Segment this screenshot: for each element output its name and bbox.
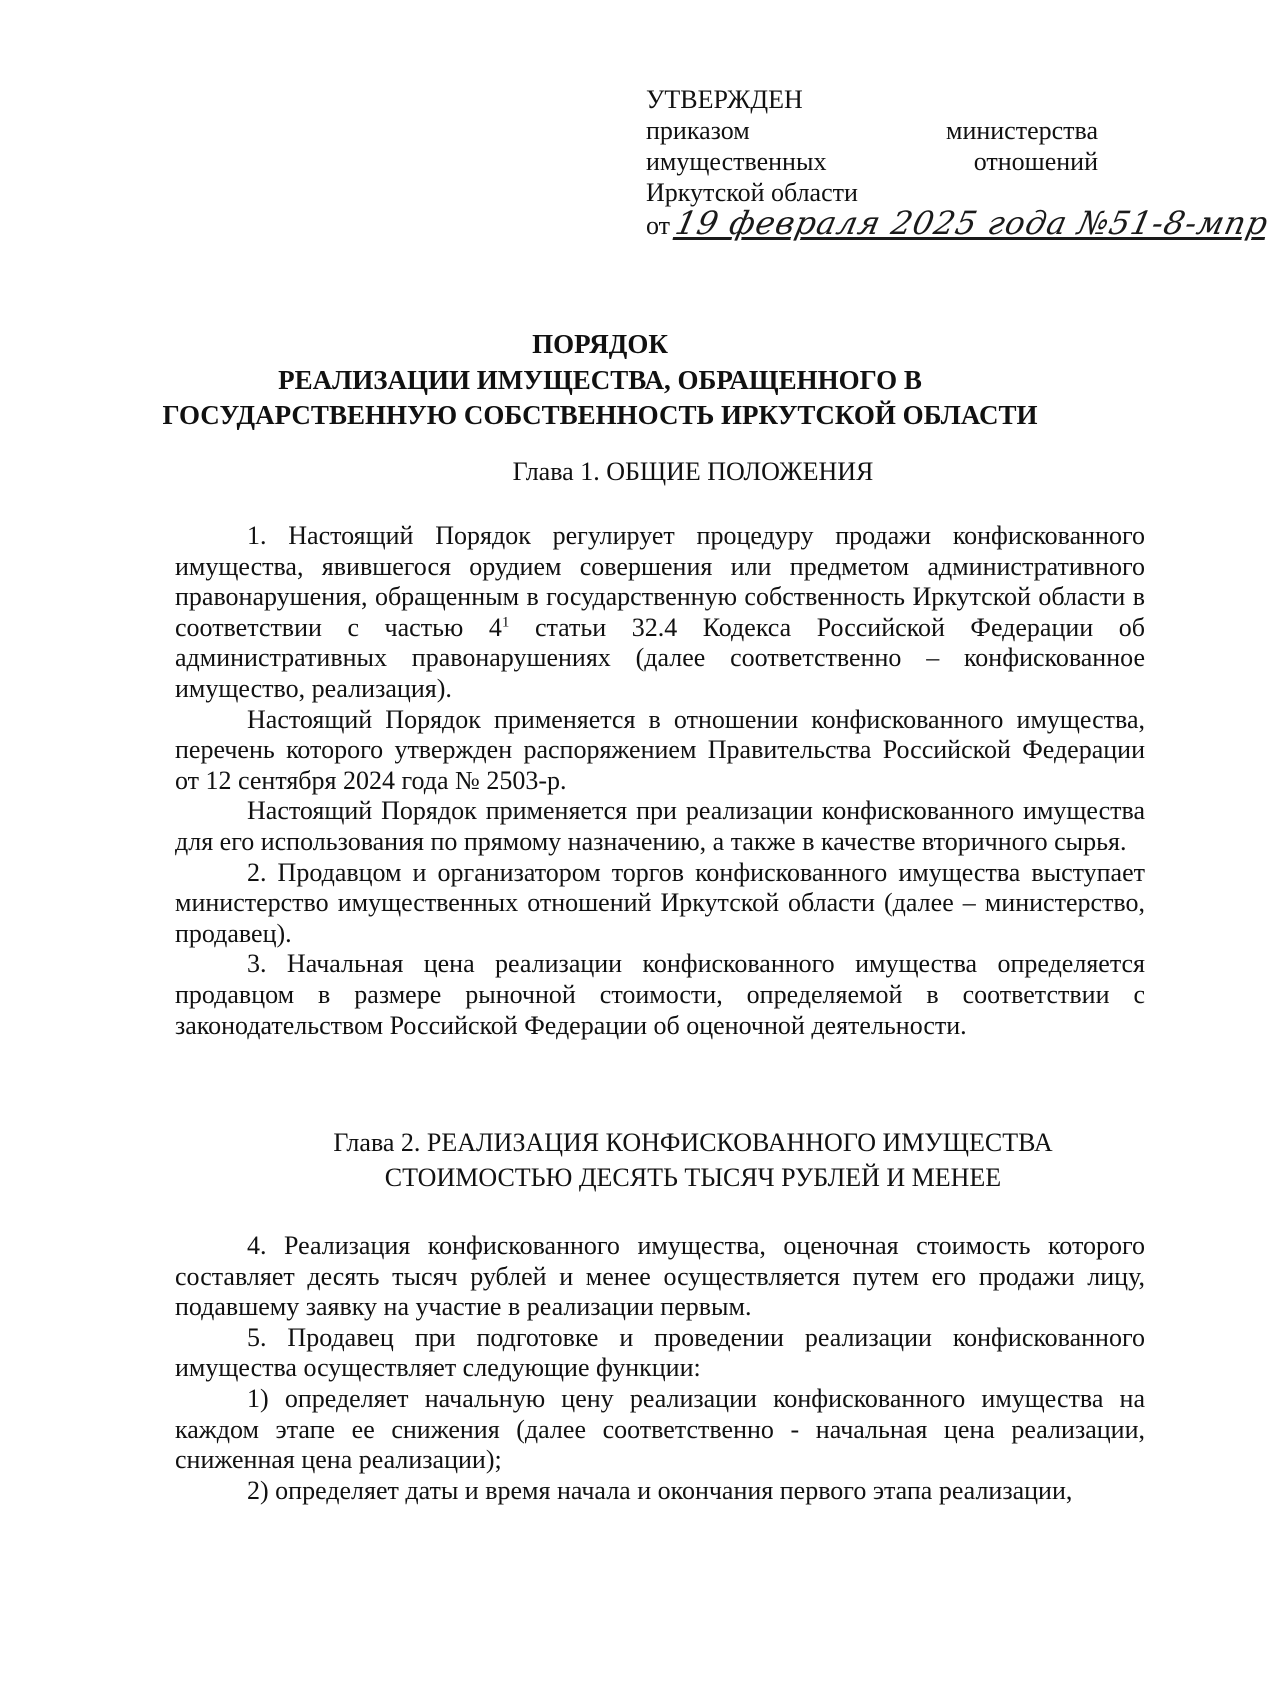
paragraph-5-item-2: 2) определяет даты и время начала и окончания первого этапа реализации,	[247, 1475, 1073, 1505]
approval-date-line	[646, 204, 1272, 242]
chapter-1-heading: Глава 1. ОБЩИЕ ПОЛОЖЕНИЯ	[512, 457, 874, 486]
approval-line-2	[646, 146, 1098, 177]
paragraph-1-usage: Настоящий Порядок применяется при реализации конфискованного имущества для его использования по прямому назначению, а также в качестве вторичного сырья.	[175, 796, 1145, 856]
document-title-line-3: ГОСУДАРСТВЕННУЮ СОБСТВЕННОСТЬ ИРКУТСКОЙ ОБЛАСТИ	[162, 400, 1038, 430]
chapter-1-body	[175, 521, 1145, 1041]
approval-stamp-block	[646, 84, 1272, 242]
approval-line-2-left: имущественных	[646, 147, 827, 176]
approval-heading: УТВЕРЖДЕН	[646, 85, 803, 114]
approval-line-3: Иркутской области	[646, 178, 858, 207]
chapter-2-heading-line-2: СТОИМОСТЬЮ ДЕСЯТЬ ТЫСЯЧ РУБЛЕЙ И МЕНЕЕ	[384, 1163, 1002, 1192]
approval-date-prefix: от	[646, 211, 671, 240]
paragraph-5: 5. Продавец при подготовке и проведении реализации конфискованного имущества осуществляет следующие функции:	[175, 1322, 1145, 1383]
approval-line-1	[646, 115, 1098, 146]
approval-line-1-left: приказом	[646, 116, 750, 145]
handwritten-date-signature: 19 февраля 2025 года №51-8-мпр	[672, 204, 1272, 242]
paragraph-1-part-a: 1. Настоящий Порядок регулирует процедуру продажи конфискованного имущества, явившегося орудием совершения или предметом административного правонарушения, обращенным в государственную собственность Иркутской области в соответствии с частью 4	[175, 521, 1145, 642]
document-title-line-2: РЕАЛИЗАЦИИ ИМУЩЕСТВА, ОБРАЩЕННОГО В	[278, 365, 922, 395]
document-title-line-1: ПОРЯДОК	[532, 329, 668, 359]
chapter-2-heading-line-1: Глава 2. РЕАЛИЗАЦИЯ КОНФИСКОВАННОГО ИМУЩЕСТВА	[333, 1128, 1053, 1157]
approval-line-2-right: отношений	[973, 147, 1098, 176]
paragraph-1-part-b: статьи 32.4 Кодекса Российской Федерации об административных правонарушениях (далее соответственно – конфискованное имущество, реализация).	[175, 612, 1145, 703]
chapter-2-body	[175, 1231, 1145, 1506]
paragraph-1-scope: Настоящий Порядок применяется в отношении конфискованного имущества, перечень которого утвержден распоряжением Правительства Российской Федерации от 12 сентября 2024 года № 2503-р.	[175, 704, 1145, 795]
paragraph-4: 4. Реализация конфискованного имущества, оценочная стоимость которого составляет десять тысяч рублей и менее осуществляется путем его продажи лицу, подавшему заявку на участие в реализации первым.	[175, 1231, 1145, 1322]
approval-line-1-right: министерства	[945, 116, 1098, 145]
paragraph-3: 3. Начальная цена реализации конфискованного имущества определяется продавцом в размере рыночной стоимости, определяемой в соответствии с законодательством Российской Федерации об оценочной деятельности.	[175, 949, 1145, 1040]
paragraph-1	[175, 521, 1145, 705]
paragraph-5-item-1: 1) определяет начальную цену реализации конфискованного имущества на каждом этапе ее снижения (далее соответственно - начальная цена реализации, сниженная цена реализации);	[175, 1383, 1145, 1475]
paragraph-2: 2. Продавцом и организатором торгов конфискованного имущества выступает министерство имущественных отношений Иркутской области (далее – министерство, продавец).	[175, 857, 1145, 948]
paragraph-1-superscript: 1	[501, 614, 510, 631]
